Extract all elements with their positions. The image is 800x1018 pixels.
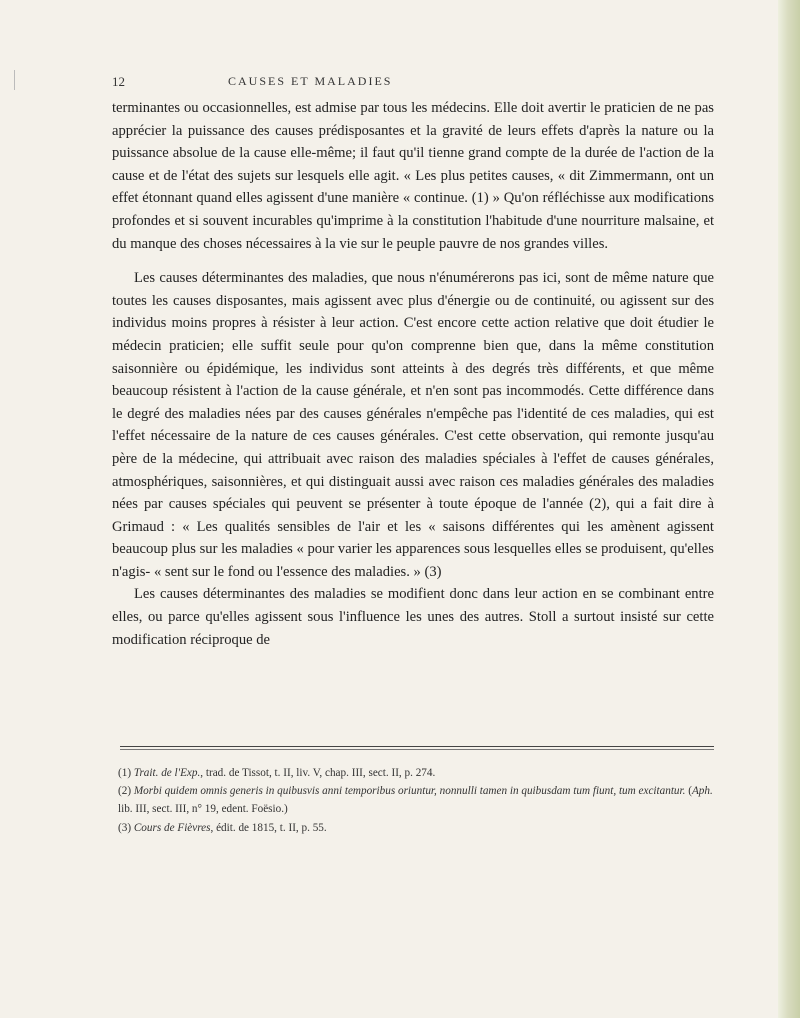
footnote-quote: Morbi quidem omnis generis in quibusvis anni temporibus oriuntur, nonnulli tamen in quibusdam tum fiunt, tum excitantur. (133, 785, 686, 798)
footnote-text: lib. III, sect. III, n° 19, edent. Foësio.) (118, 803, 288, 816)
paragraph: Les causes déterminantes des maladies se modifient donc dans leur action en se combinant entre elles, ou parce qu'elles agissent sous l'influence les unes des autres. Stoll a surtout insisté sur cette modification réciproque de (112, 586, 714, 648)
footnote-text: ( (685, 785, 692, 798)
footnote-text: , trad. de Tissot, t. II, liv. V, chap. III, sect. II, p. 274. (200, 767, 436, 779)
page-number: 12 (112, 74, 125, 89)
footnote-title: Cours de Fièvres (133, 821, 211, 834)
footnote-title: Trait. de l'Exp. (133, 767, 201, 779)
footnote-3 (118, 819, 716, 837)
footnote-number: (1) (118, 767, 132, 779)
body-text (112, 97, 714, 651)
footnote-text: , édit. de 1815, t. II, p. 55. (210, 821, 327, 834)
paragraph: Les causes déterminantes des maladies, que nous n'énumérerons pas ici, sont de même nature que toutes les causes disposantes, mais agissent avec plus d'énergie ou de continuité, ou agissent sur des individus moins propres à résister à leur action. C'est encore cette action relative que doit étudier le médecin praticien; elle suffit seule pour qu'on comprenne bien que, dans la même constitution saisonnière ou épidémique, les individus sont atteints à des degrés très différents, et que même beaucoup résistent à l'action de la cause générale, et n'en sont pas incommodés. Cette différence dans le degré des maladies nées par des causes générales n'empêche pas l'identité de ces maladies, qui est l'effet nécessaire de la nature de ces causes générales. C'est cette observation, qui remonte jusqu'au père de la médecine, qui attribuait avec raison des maladies spéciales à l'effet de causes générales, atmosphériques, saisonnières, et qui distinguait aussi avec raison ces maladies générales des maladies nées par causes spéciales qui peuvent se présenter à toute époque de l'année (2), qui a fait dire à Grimaud : « Les qualités sensibles de l'air et les « saisons différentes qui les amènent agissent beaucoup plus sur les maladies « pour varier les apparences sous lesquelles elles se produisent, qu'elles n'agis- « sent sur le fond ou l'essence des maladies. » (3) (112, 270, 714, 580)
running-title: CAUSES ET MALADIES (228, 74, 393, 88)
margin-mark (14, 70, 15, 90)
footnote-rule (120, 746, 714, 747)
footnote-rule-thin (120, 749, 714, 750)
footnote-number: (3) (118, 821, 132, 834)
paragraph: terminantes ou occasionnelles, est admise par tous les médecins. Elle doit avertir le praticien de ne pas apprécier la puissance des causes prédisposantes et la gravité de leurs effets d'après la nature ou la puissance absolue de la cause elle-même; il faut qu'il tienne grand compte de la durée de l'action de la cause et de l'état des sujets sur lesquels elle agit. « Les plus petites causes, « dit Zimmermann, ont un effet étonnant quand elles agissent d'une manière « continue. (1) » Qu'on réfléchisse aux modifications profondes et si souvent incurables qu'imprime à la constitution l'habitude d'une nourriture malsaine, et du manque des choses nécessaires à la vie sur le peuple pauvre de nos grandes villes. (112, 100, 714, 252)
footnote-title: Aph. (691, 785, 713, 798)
page-edge (778, 0, 800, 1018)
footnotes (118, 764, 716, 837)
footnote-number: (2) (118, 785, 132, 798)
footnote-2 (118, 782, 716, 818)
footnote-1 (118, 764, 716, 782)
